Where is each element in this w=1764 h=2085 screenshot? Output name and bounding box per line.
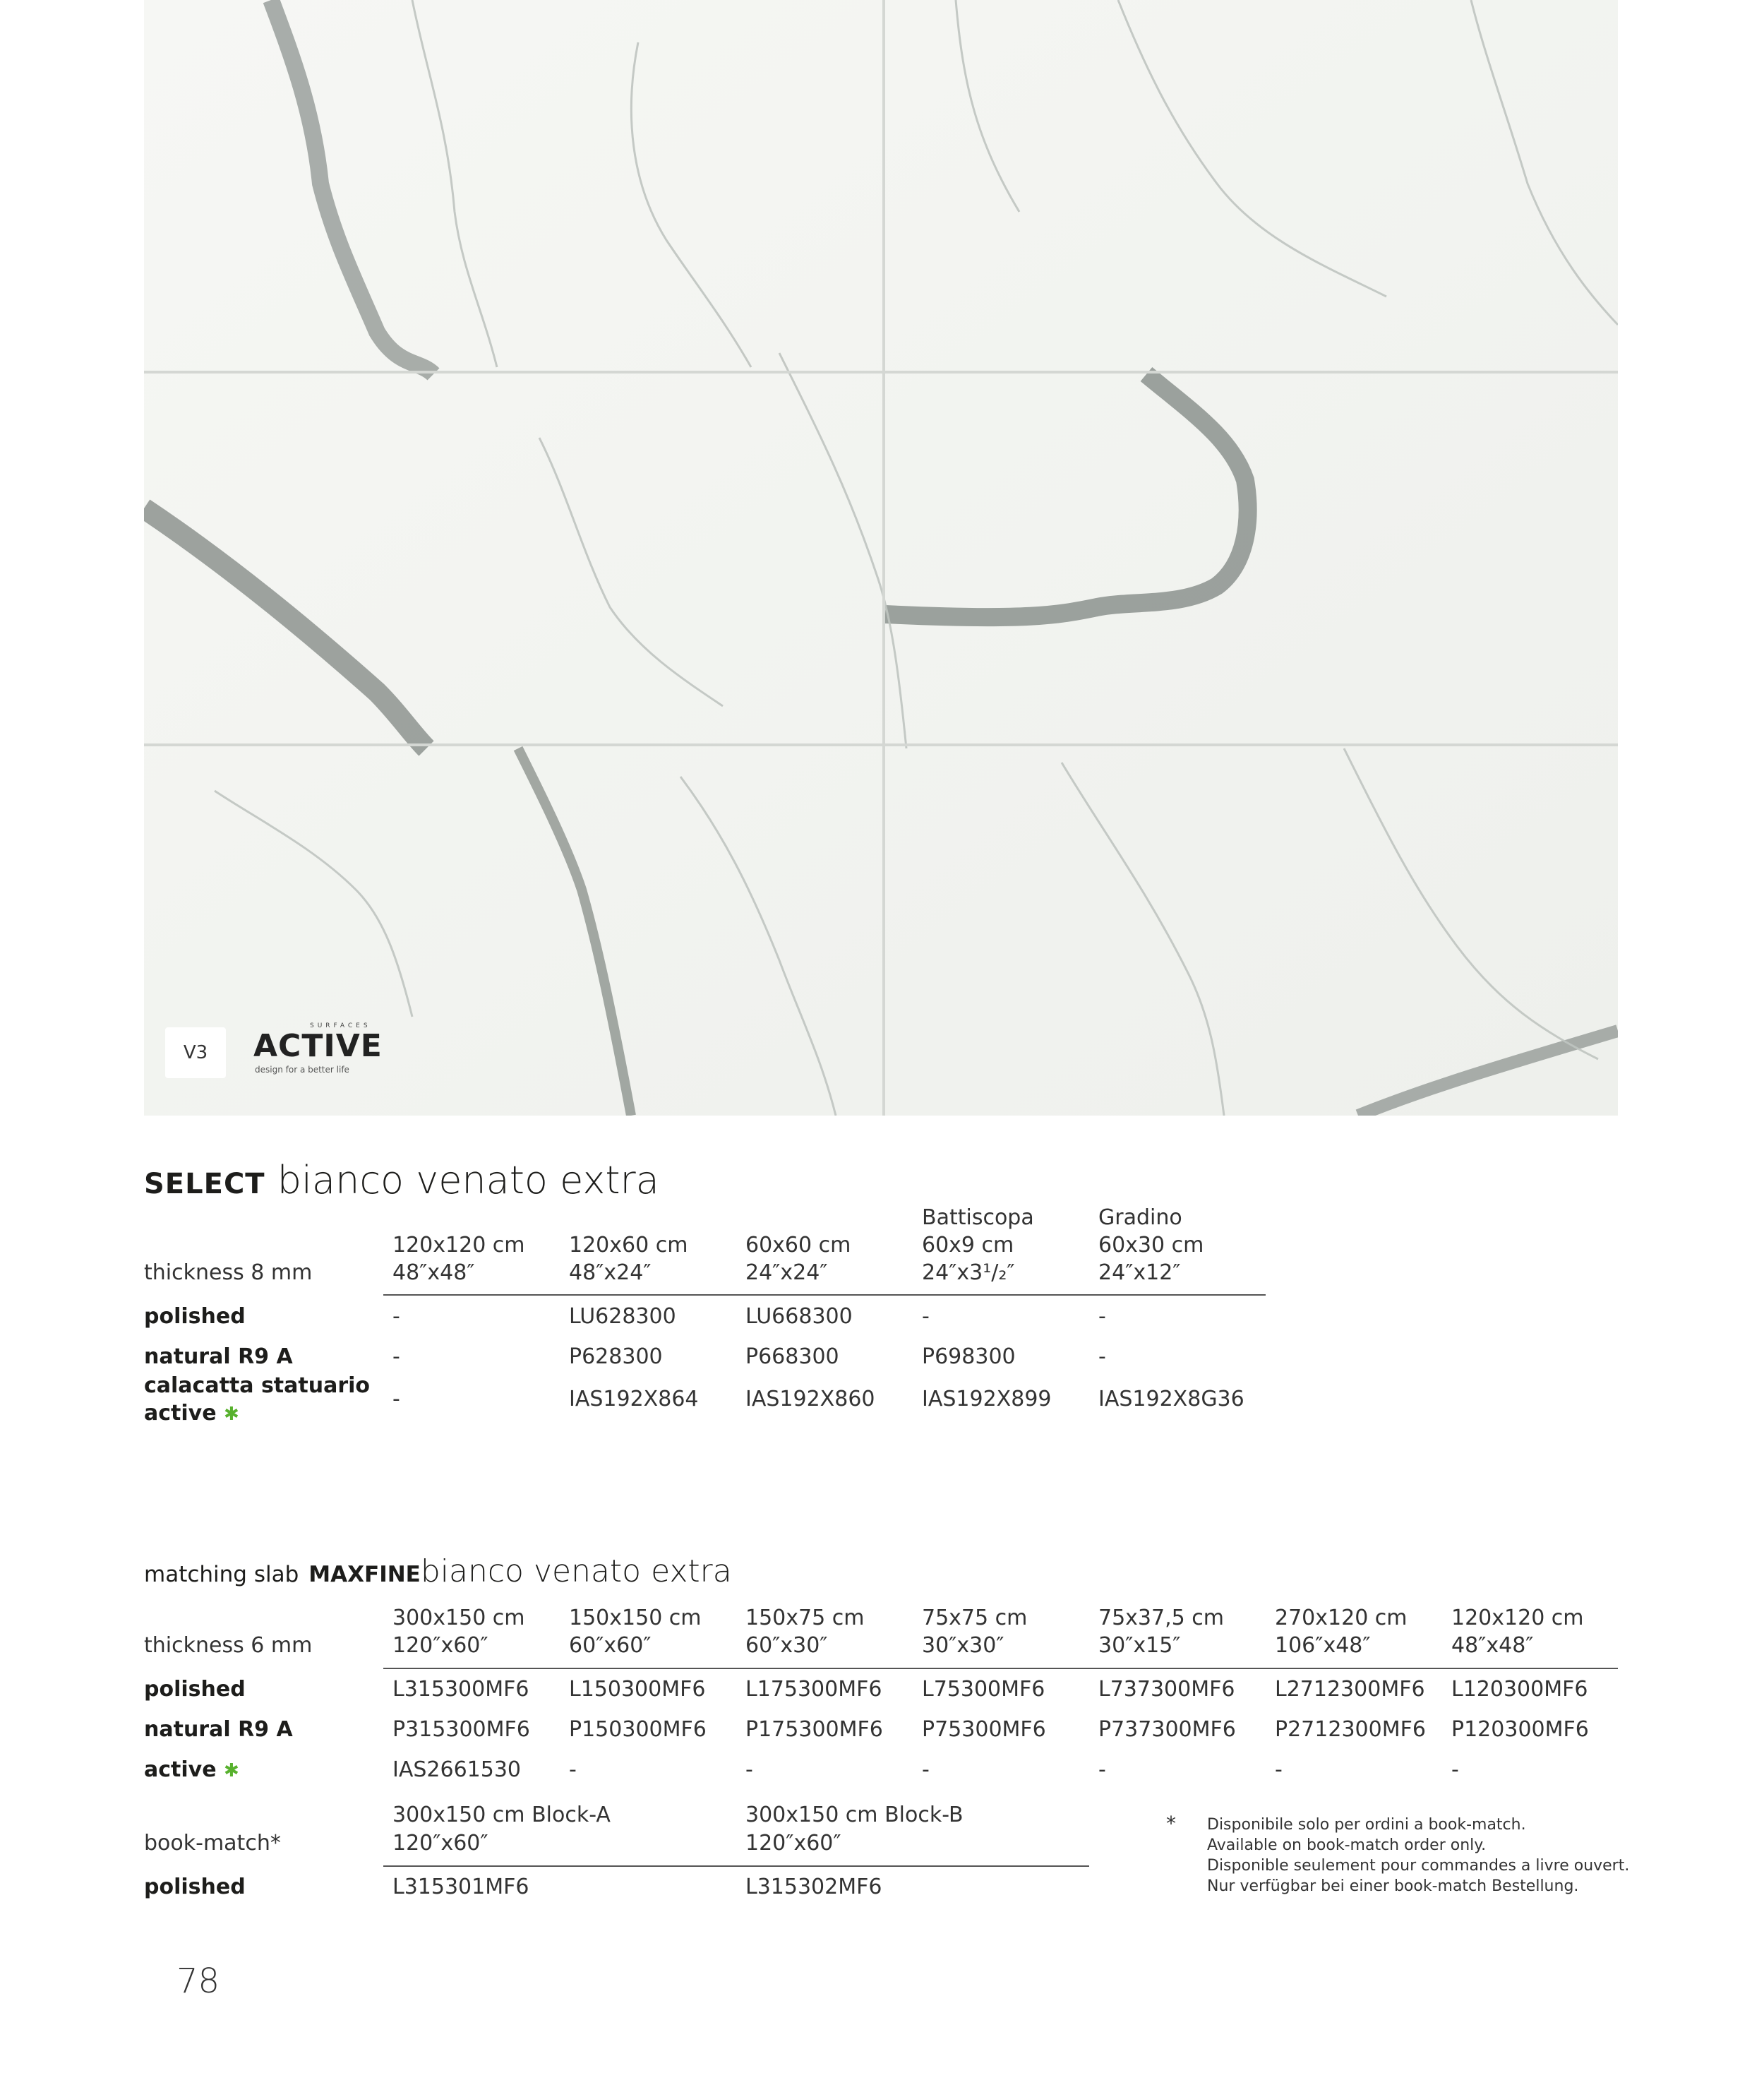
slab-col-7-inch: 48″x48″ — [1451, 1633, 1534, 1658]
slab-cell: P175300MF6 — [745, 1717, 883, 1742]
bookmatch-cell: L315302MF6 — [745, 1875, 882, 1899]
select-row-calacatta-label: calacatta statuario — [144, 1373, 371, 1398]
select-col-3-inch: 24″x24″ — [745, 1260, 828, 1285]
select-col-4-name: Battiscopa — [922, 1205, 1034, 1230]
slab-cell: - — [1098, 1757, 1106, 1782]
select-cell: IAS192X864 — [569, 1387, 699, 1411]
variation-label: V3 — [165, 1027, 226, 1078]
footnote-line-fr: Disponible seulement pour commandes a livre ouvert. — [1207, 1857, 1630, 1875]
slab-cell: P737300MF6 — [1098, 1717, 1236, 1742]
slab-cell: P315300MF6 — [392, 1717, 530, 1742]
slab-cell: - — [1451, 1757, 1459, 1782]
select-col-4-inch: 24″x3¹/₂″ — [922, 1260, 1015, 1285]
select-cell: - — [392, 1344, 400, 1369]
slab-cell: IAS2661530 — [392, 1757, 522, 1782]
select-cell: - — [1098, 1304, 1106, 1329]
slab-cell: L315300MF6 — [392, 1677, 529, 1702]
slab-cell: P120300MF6 — [1451, 1717, 1589, 1742]
slab-col-4-inch: 30″x30″ — [922, 1633, 1004, 1658]
active-star-icon: ✱ — [224, 1404, 239, 1425]
select-col-3-size: 60x60 cm — [745, 1233, 851, 1257]
select-cell: - — [392, 1304, 400, 1329]
slab-product-name: bianco venato extra — [420, 1553, 732, 1589]
marble-tile-photo — [144, 0, 1618, 1116]
select-row-active-label — [144, 1400, 239, 1428]
select-header-rule — [383, 1294, 1266, 1296]
footnote-marker: * — [1166, 1812, 1176, 1835]
slab-cell: L737300MF6 — [1098, 1677, 1235, 1702]
slab-header-rule — [383, 1668, 1618, 1669]
slab-cell: - — [1275, 1757, 1283, 1782]
footnote — [1207, 1815, 1629, 1896]
select-cell: IAS192X860 — [745, 1387, 875, 1411]
slab-col-7-size: 120x120 cm — [1451, 1606, 1584, 1630]
slab-thickness: thickness 6 mm — [144, 1633, 313, 1658]
slab-cell: L75300MF6 — [922, 1677, 1045, 1702]
select-cell: P698300 — [922, 1344, 1016, 1369]
slab-col-6-inch: 106″x48″ — [1275, 1633, 1371, 1658]
logo-tagline: design for a better life — [255, 1065, 349, 1075]
bookmatch-row-polished-label: polished — [144, 1875, 246, 1899]
footnote-line-de: Nur verfügbar bei einer book-match Bestellung. — [1207, 1877, 1579, 1895]
slab-cell: P2712300MF6 — [1275, 1717, 1426, 1742]
active-star-icon: ✱ — [224, 1760, 239, 1781]
bookmatch-col-2-size: 300x150 cm Block-B — [745, 1803, 964, 1827]
slab-cell: - — [745, 1757, 753, 1782]
slab-cell: P75300MF6 — [922, 1717, 1046, 1742]
select-row-polished-label: polished — [144, 1304, 246, 1329]
bookmatch-col-1-inch: 120″x60″ — [392, 1831, 488, 1856]
bookmatch-label: book-match* — [144, 1831, 281, 1856]
select-cell: P628300 — [569, 1344, 663, 1369]
bookmatch-col-1-size: 300x150 cm Block-A — [392, 1803, 611, 1827]
slab-brand: MAXFINE — [308, 1562, 421, 1587]
slab-cell: L120300MF6 — [1451, 1677, 1588, 1702]
bookmatch-cell: L315301MF6 — [392, 1875, 529, 1899]
marble-veins — [144, 0, 1618, 1116]
select-row-active-text: active — [144, 1401, 217, 1426]
slab-col-1-size: 300x150 cm — [392, 1606, 525, 1630]
slab-prefix: matching slab — [144, 1562, 299, 1587]
slab-cell: L2712300MF6 — [1275, 1677, 1425, 1702]
select-cell: LU628300 — [569, 1304, 676, 1329]
footnote-line-it: Disponibile solo per ordini a book-match. — [1207, 1816, 1526, 1834]
select-cell: - — [1098, 1344, 1106, 1369]
footnote-line-en: Available on book-match order only. — [1207, 1836, 1487, 1854]
slab-row-active-text: active — [144, 1757, 217, 1782]
slab-col-5-inch: 30″x15″ — [1098, 1633, 1181, 1658]
select-col-5-inch: 24″x12″ — [1098, 1260, 1181, 1285]
select-cell: - — [392, 1387, 400, 1411]
select-col-1-size: 120x120 cm — [392, 1233, 525, 1257]
select-cell: - — [922, 1304, 930, 1329]
select-col-5-name: Gradino — [1098, 1205, 1182, 1230]
slab-cell: - — [569, 1757, 577, 1782]
bookmatch-col-2-inch: 120″x60″ — [745, 1831, 841, 1856]
bookmatch-header-rule — [383, 1865, 1089, 1867]
select-product-name: bianco venato extra — [277, 1158, 659, 1202]
select-col-2-inch: 48″x24″ — [569, 1260, 652, 1285]
slab-col-6-size: 270x120 cm — [1275, 1606, 1408, 1630]
select-col-5-size: 60x30 cm — [1098, 1233, 1204, 1257]
select-row-natural-label: natural R9 A — [144, 1344, 293, 1369]
select-col-4-size: 60x9 cm — [922, 1233, 1014, 1257]
slab-col-3-inch: 60″x30″ — [745, 1633, 828, 1658]
slab-row-natural-label: natural R9 A — [144, 1717, 293, 1742]
select-cell: P668300 — [745, 1344, 839, 1369]
slab-row-active-label — [144, 1757, 239, 1784]
logo-wordmark: ACTIVE — [253, 1028, 383, 1064]
slab-col-2-inch: 60″x60″ — [569, 1633, 652, 1658]
slab-cell: L150300MF6 — [569, 1677, 706, 1702]
select-cell: IAS192X899 — [922, 1387, 1052, 1411]
slab-col-4-size: 75x75 cm — [922, 1606, 1028, 1630]
select-thickness: thickness 8 mm — [144, 1260, 313, 1285]
page-number: 78 — [176, 1961, 220, 2001]
slab-cell: L175300MF6 — [745, 1677, 882, 1702]
logo-surfaces-text: SURFACES — [310, 1022, 371, 1029]
select-cell: IAS192X8G36 — [1098, 1387, 1244, 1411]
slab-row-polished-label: polished — [144, 1677, 246, 1702]
slab-section-title — [144, 1553, 732, 1589]
select-col-1-inch: 48″x48″ — [392, 1260, 475, 1285]
select-brand: SELECT — [144, 1168, 265, 1200]
select-cell: LU668300 — [745, 1304, 853, 1329]
slab-col-5-size: 75x37,5 cm — [1098, 1606, 1224, 1630]
slab-col-2-size: 150x150 cm — [569, 1606, 702, 1630]
slab-cell: - — [922, 1757, 930, 1782]
slab-cell: P150300MF6 — [569, 1717, 707, 1742]
slab-col-3-size: 150x75 cm — [745, 1606, 865, 1630]
active-surfaces-logo — [253, 1022, 388, 1079]
select-col-2-size: 120x60 cm — [569, 1233, 688, 1257]
select-section-title — [144, 1158, 659, 1202]
slab-col-1-inch: 120″x60″ — [392, 1633, 488, 1658]
